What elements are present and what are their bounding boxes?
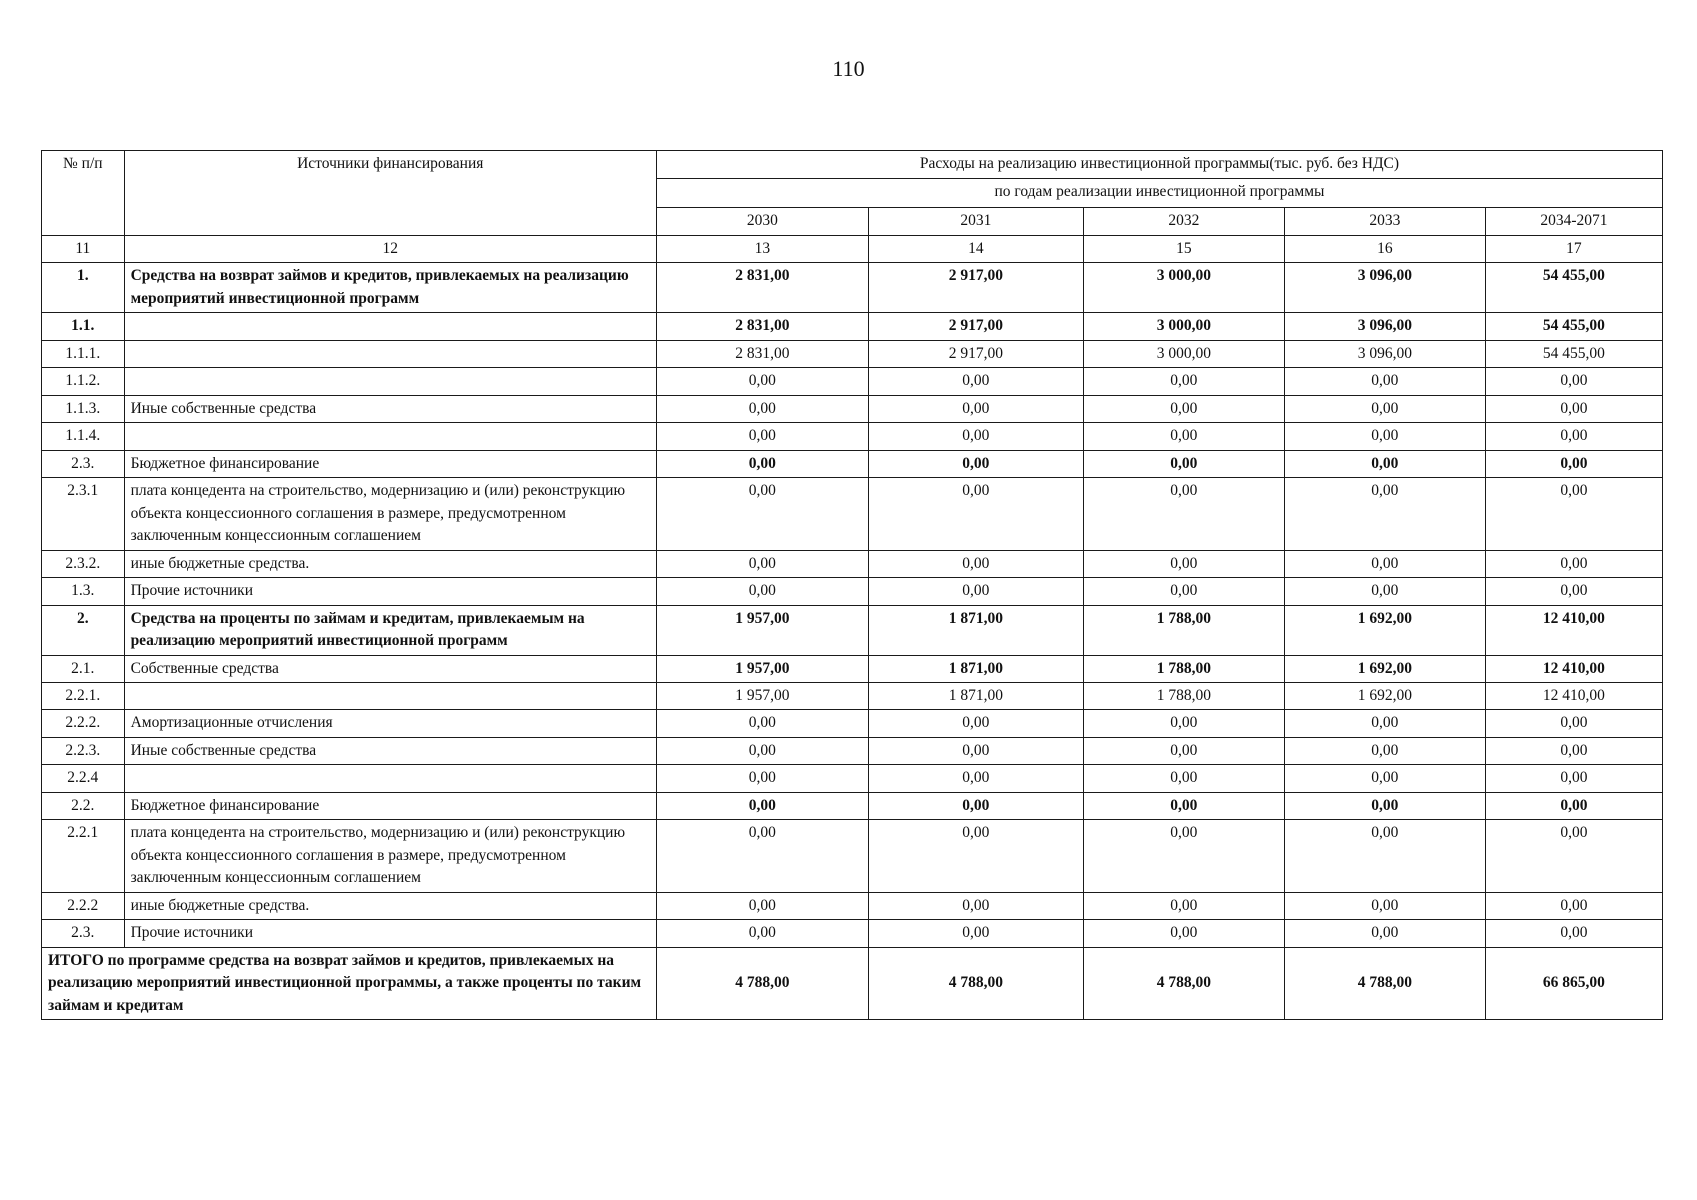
row-value: 0,00 (1083, 550, 1284, 577)
page-number: 110 (832, 56, 865, 81)
table-row (42, 368, 1663, 395)
header-row-1 (42, 151, 1663, 179)
header-year: 2032 (1083, 207, 1284, 235)
row-value: 0,00 (1284, 550, 1485, 577)
row-value: 0,00 (1485, 578, 1662, 605)
row-value: 0,00 (1485, 450, 1662, 477)
row-value: 0,00 (868, 423, 1083, 450)
row-value: 0,00 (1284, 765, 1485, 792)
row-value: 0,00 (656, 765, 868, 792)
header-year: 2033 (1284, 207, 1485, 235)
row-value: 0,00 (1083, 920, 1284, 947)
row-value: 0,00 (868, 478, 1083, 550)
row-value: 12 410,00 (1485, 605, 1662, 655)
table-row (42, 395, 1663, 422)
row-value: 0,00 (1083, 710, 1284, 737)
row-value: 1 957,00 (656, 605, 868, 655)
row-value: 0,00 (656, 710, 868, 737)
row-value: 0,00 (1083, 450, 1284, 477)
header-year: 2030 (656, 207, 868, 235)
table-row (42, 792, 1663, 819)
financing-table (41, 150, 1663, 1020)
row-value: 0,00 (1083, 478, 1284, 550)
row-value: 0,00 (1284, 395, 1485, 422)
row-value: 0,00 (1284, 450, 1485, 477)
column-index: 16 (1284, 236, 1485, 263)
column-index: 12 (124, 236, 656, 263)
row-value: 0,00 (656, 550, 868, 577)
row-value: 0,00 (868, 920, 1083, 947)
row-value: 0,00 (1485, 710, 1662, 737)
row-value: 0,00 (868, 368, 1083, 395)
row-value: 1 957,00 (656, 682, 868, 709)
row-value: 0,00 (1485, 423, 1662, 450)
row-value: 1 871,00 (868, 605, 1083, 655)
row-number: 1.1.2. (42, 368, 125, 395)
row-number: 1. (42, 263, 125, 313)
row-value: 0,00 (1485, 792, 1662, 819)
row-value: 0,00 (1284, 820, 1485, 892)
row-value: 0,00 (1284, 737, 1485, 764)
row-value: 3 000,00 (1083, 263, 1284, 313)
row-source: иные бюджетные средства. (124, 550, 656, 577)
row-value: 0,00 (1083, 792, 1284, 819)
table-row (42, 578, 1663, 605)
row-source (124, 682, 656, 709)
table-row (42, 655, 1663, 682)
row-value: 2 831,00 (656, 263, 868, 313)
row-value: 0,00 (1083, 892, 1284, 919)
total-value: 4 788,00 (1083, 947, 1284, 1019)
row-value: 0,00 (656, 737, 868, 764)
row-value: 0,00 (868, 820, 1083, 892)
row-value: 0,00 (1083, 395, 1284, 422)
header-year: 2034-2071 (1485, 207, 1662, 235)
row-source: Амортизационные отчисления (124, 710, 656, 737)
row-value: 0,00 (656, 395, 868, 422)
row-number: 2.3.1 (42, 478, 125, 550)
table-row (42, 820, 1663, 892)
row-value: 1 788,00 (1083, 605, 1284, 655)
row-value: 0,00 (1083, 578, 1284, 605)
row-value: 1 957,00 (656, 655, 868, 682)
row-value: 2 917,00 (868, 263, 1083, 313)
row-value: 12 410,00 (1485, 682, 1662, 709)
row-value: 0,00 (868, 765, 1083, 792)
total-value: 4 788,00 (868, 947, 1083, 1019)
row-value: 0,00 (1485, 478, 1662, 550)
row-value: 0,00 (656, 578, 868, 605)
row-value: 0,00 (656, 792, 868, 819)
row-number: 2.3.2. (42, 550, 125, 577)
row-source (124, 423, 656, 450)
row-source: Прочие источники (124, 578, 656, 605)
row-number: 1.1.1. (42, 340, 125, 367)
total-value: 4 788,00 (656, 947, 868, 1019)
row-number: 2.3. (42, 450, 125, 477)
row-value: 0,00 (1284, 920, 1485, 947)
row-number: 2.3. (42, 920, 125, 947)
row-value: 12 410,00 (1485, 655, 1662, 682)
row-value: 0,00 (1083, 423, 1284, 450)
row-value: 0,00 (656, 820, 868, 892)
row-number: 1.1.3. (42, 395, 125, 422)
column-index: 17 (1485, 236, 1662, 263)
row-value: 1 692,00 (1284, 655, 1485, 682)
row-value: 0,00 (868, 792, 1083, 819)
header-row-indices (42, 236, 1663, 263)
row-source: иные бюджетные средства. (124, 892, 656, 919)
row-number: 2.2.2 (42, 892, 125, 919)
row-value: 0,00 (656, 920, 868, 947)
row-number: 2.2.2. (42, 710, 125, 737)
row-number: 2.2. (42, 792, 125, 819)
row-value: 0,00 (868, 710, 1083, 737)
row-source (124, 765, 656, 792)
row-value: 0,00 (1485, 920, 1662, 947)
row-number: 2.2.3. (42, 737, 125, 764)
table-row (42, 478, 1663, 550)
row-value: 0,00 (1485, 368, 1662, 395)
row-value: 0,00 (1083, 368, 1284, 395)
row-number: 2.2.4 (42, 765, 125, 792)
row-value: 3 000,00 (1083, 313, 1284, 340)
row-value: 2 831,00 (656, 313, 868, 340)
table-row (42, 550, 1663, 577)
row-source: Собственные средства (124, 655, 656, 682)
row-number: 1.3. (42, 578, 125, 605)
row-source: Средства на возврат займов и кредитов, привлекаемых на реализацию мероприятий инвестиционной программ (124, 263, 656, 313)
row-value: 54 455,00 (1485, 340, 1662, 367)
row-value: 0,00 (1083, 765, 1284, 792)
row-value: 0,00 (868, 550, 1083, 577)
table-row (42, 892, 1663, 919)
row-source: Бюджетное финансирование (124, 792, 656, 819)
row-value: 54 455,00 (1485, 263, 1662, 313)
row-value: 0,00 (1284, 892, 1485, 919)
row-value: 0,00 (868, 737, 1083, 764)
row-value: 0,00 (1284, 792, 1485, 819)
row-value: 1 871,00 (868, 682, 1083, 709)
table-row (42, 765, 1663, 792)
table-row (42, 682, 1663, 709)
row-number: 1.1.4. (42, 423, 125, 450)
row-value: 0,00 (656, 423, 868, 450)
row-value: 0,00 (1485, 820, 1662, 892)
row-number: 1.1. (42, 313, 125, 340)
table-row (42, 737, 1663, 764)
row-value: 3 096,00 (1284, 263, 1485, 313)
row-value: 54 455,00 (1485, 313, 1662, 340)
row-value: 0,00 (1083, 737, 1284, 764)
row-value: 0,00 (1485, 892, 1662, 919)
header-num: № п/п (42, 151, 125, 236)
table-row (42, 340, 1663, 367)
row-value: 0,00 (656, 892, 868, 919)
row-value: 1 788,00 (1083, 682, 1284, 709)
table-row (42, 423, 1663, 450)
row-number: 2.1. (42, 655, 125, 682)
row-value: 3 000,00 (1083, 340, 1284, 367)
row-value: 0,00 (656, 368, 868, 395)
row-value: 0,00 (1284, 710, 1485, 737)
row-source: плата концедента на строительство, модернизацию и (или) реконструкцию объекта концессионного соглашения в размере, предусмотренном заключенным концессионным соглашением (124, 820, 656, 892)
row-source: Средства на проценты по займам и кредитам, привлекаемым на реализацию мероприятий инвестиционной программ (124, 605, 656, 655)
row-value: 0,00 (868, 450, 1083, 477)
table-row (42, 710, 1663, 737)
total-label: ИТОГО по программе средства на возврат займов и кредитов, привлекаемых на реализацию мероприятий инвестиционной программы, а также проценты по таким займам и кредитам (42, 947, 657, 1019)
row-value: 0,00 (656, 450, 868, 477)
row-value: 0,00 (1485, 550, 1662, 577)
row-value: 0,00 (656, 478, 868, 550)
row-source: плата концедента на строительство, модернизацию и (или) реконструкцию объекта концессионного соглашения в размере, предусмотренном заключенным концессионным соглашением (124, 478, 656, 550)
row-value: 3 096,00 (1284, 313, 1485, 340)
total-row (42, 947, 1663, 1019)
row-value: 0,00 (1284, 578, 1485, 605)
table-row (42, 313, 1663, 340)
row-source (124, 368, 656, 395)
table-row (42, 450, 1663, 477)
row-value: 0,00 (1083, 820, 1284, 892)
row-source: Прочие источники (124, 920, 656, 947)
row-value: 1 871,00 (868, 655, 1083, 682)
row-value: 3 096,00 (1284, 340, 1485, 367)
row-value: 0,00 (868, 578, 1083, 605)
row-value: 0,00 (868, 892, 1083, 919)
row-value: 0,00 (1284, 478, 1485, 550)
row-number: 2.2.1 (42, 820, 125, 892)
row-value: 0,00 (1485, 395, 1662, 422)
header-year: 2031 (868, 207, 1083, 235)
total-value: 4 788,00 (1284, 947, 1485, 1019)
row-value: 0,00 (1485, 737, 1662, 764)
table-row (42, 263, 1663, 313)
row-source: Бюджетное финансирование (124, 450, 656, 477)
total-value: 66 865,00 (1485, 947, 1662, 1019)
row-value: 0,00 (1284, 423, 1485, 450)
table-row (42, 920, 1663, 947)
row-value: 2 917,00 (868, 313, 1083, 340)
row-value: 0,00 (1284, 368, 1485, 395)
column-index: 15 (1083, 236, 1284, 263)
row-value: 1 788,00 (1083, 655, 1284, 682)
row-value: 2 831,00 (656, 340, 868, 367)
header-by-years: по годам реализации инвестиционной программы (656, 179, 1662, 207)
row-source (124, 313, 656, 340)
header-expenses-title: Расходы на реализацию инвестиционной программы(тыс. руб. без НДС) (656, 151, 1662, 179)
row-source: Иные собственные средства (124, 737, 656, 764)
row-source: Иные собственные средства (124, 395, 656, 422)
row-value: 1 692,00 (1284, 605, 1485, 655)
row-value: 0,00 (1485, 765, 1662, 792)
row-number: 2. (42, 605, 125, 655)
column-index: 13 (656, 236, 868, 263)
table-row (42, 605, 1663, 655)
row-value: 1 692,00 (1284, 682, 1485, 709)
row-value: 2 917,00 (868, 340, 1083, 367)
row-source (124, 340, 656, 367)
row-value: 0,00 (868, 395, 1083, 422)
header-source: Источники финансирования (124, 151, 656, 236)
row-number: 2.2.1. (42, 682, 125, 709)
column-index: 14 (868, 236, 1083, 263)
column-index: 11 (42, 236, 125, 263)
